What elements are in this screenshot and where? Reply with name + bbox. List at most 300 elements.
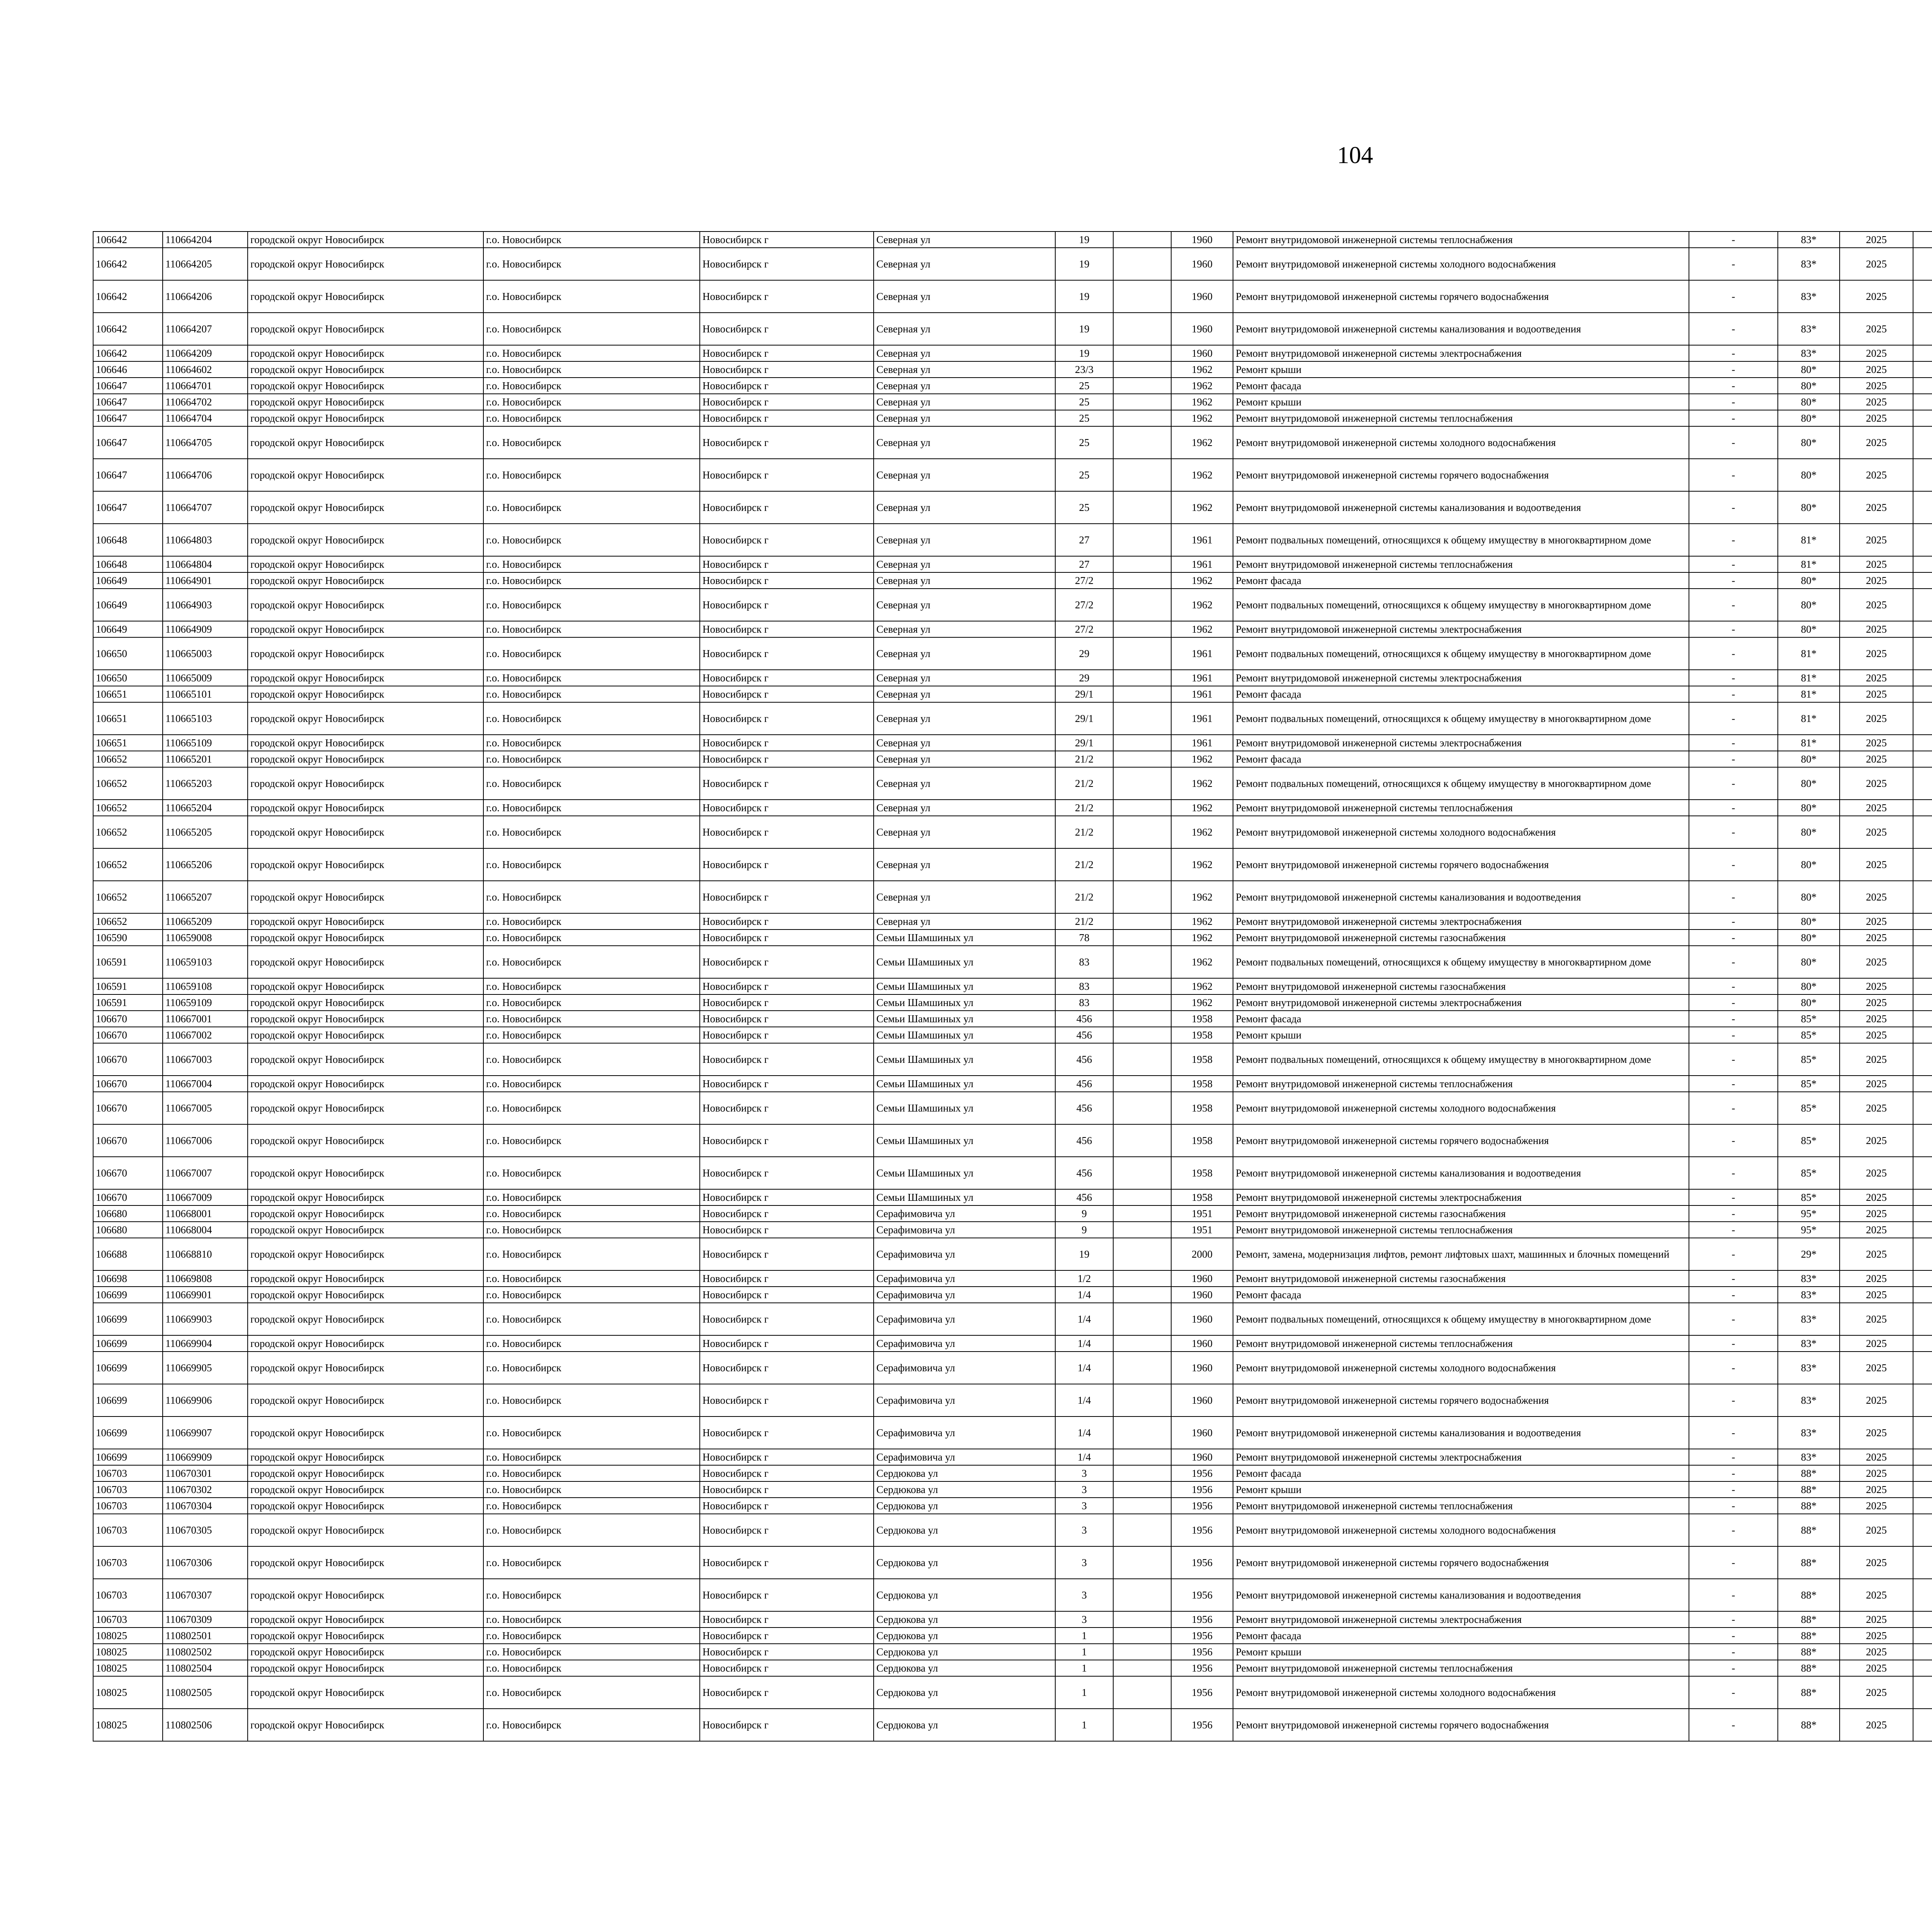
house-number-cell: 25 (1055, 378, 1113, 394)
street-cell: Семьи Шамшиных ул (874, 1189, 1055, 1205)
wear-percent-cell: 80* (1778, 361, 1840, 378)
dash-cell: - (1689, 1303, 1778, 1335)
dash-cell: - (1689, 800, 1778, 816)
plan-year-start-cell: 2025 (1840, 1498, 1913, 1514)
work-type-cell: Ремонт внутридомовой инженерной системы холодного водоснабжения (1233, 816, 1689, 848)
dash-cell: - (1689, 1481, 1778, 1498)
municipal-district-cell: городской округ Новосибирск (248, 800, 483, 816)
street-cell: Северная ул (874, 524, 1055, 556)
dash-cell: - (1689, 881, 1778, 913)
house-number-cell: 456 (1055, 1189, 1113, 1205)
plan-year-start-cell: 2025 (1840, 232, 1913, 248)
dash-cell: - (1689, 1238, 1778, 1270)
build-year-cell: 1958 (1171, 1011, 1233, 1027)
work-code-cell: 110670304 (163, 1498, 248, 1514)
work-type-cell: Ремонт подвальных помещений, относящихся к общему имуществу в многоквартирном доме (1233, 767, 1689, 800)
work-code-cell: 110669907 (163, 1416, 248, 1449)
municipal-district-cell: городской округ Новосибирск (248, 378, 483, 394)
locality-cell: Новосибирск г (700, 232, 874, 248)
table-row (93, 1205, 1932, 1222)
street-cell: Семьи Шамшиных ул (874, 1092, 1055, 1124)
house-id-cell: 106647 (93, 491, 163, 524)
work-code-cell: 110802504 (163, 1660, 248, 1676)
house-number-cell: 19 (1055, 232, 1113, 248)
plan-year-start-cell: 2025 (1840, 1546, 1913, 1579)
work-code-cell: 110664901 (163, 572, 248, 589)
wear-percent-cell: 80* (1778, 621, 1840, 637)
table-row (93, 345, 1932, 361)
municipal-district-cell: городской округ Новосибирск (248, 1076, 483, 1092)
locality-cell: Новосибирск г (700, 621, 874, 637)
house-id-cell: 106652 (93, 913, 163, 930)
work-type-cell: Ремонт внутридомовой инженерной системы газоснабжения (1233, 978, 1689, 994)
house-number-cell: 1 (1055, 1660, 1113, 1676)
locality-cell: Новосибирск г (700, 1481, 874, 1498)
locality-cell: Новосибирск г (700, 800, 874, 816)
locality-cell: Новосибирск г (700, 686, 874, 702)
table-row (93, 1124, 1932, 1157)
work-code-cell: 110670305 (163, 1514, 248, 1546)
empty-cell (1113, 378, 1171, 394)
wear-percent-cell: 80* (1778, 881, 1840, 913)
locality-cell: Новосибирск г (700, 280, 874, 313)
work-code-cell: 110659008 (163, 930, 248, 946)
house-id-cell: 108025 (93, 1644, 163, 1660)
work-code-cell: 110670302 (163, 1481, 248, 1498)
plan-year-start-cell: 2025 (1840, 589, 1913, 621)
build-year-cell: 1961 (1171, 637, 1233, 670)
municipal-district-cell: городской округ Новосибирск (248, 459, 483, 491)
house-number-cell: 1/4 (1055, 1335, 1113, 1352)
wear-percent-cell: 88* (1778, 1546, 1840, 1579)
municipal-district-cell: городской округ Новосибирск (248, 751, 483, 767)
municipal-district-cell: городской округ Новосибирск (248, 491, 483, 524)
dash-cell: - (1689, 1270, 1778, 1287)
locality-cell: Новосибирск г (700, 1076, 874, 1092)
dash-cell: - (1689, 1092, 1778, 1124)
house-id-cell: 106647 (93, 426, 163, 459)
municipal-district-cell: городской округ Новосибирск (248, 1498, 483, 1514)
house-number-cell: 21/2 (1055, 751, 1113, 767)
house-number-cell: 1/4 (1055, 1384, 1113, 1416)
build-year-cell: 1961 (1171, 524, 1233, 556)
empty-cell (1113, 621, 1171, 637)
wear-percent-cell: 83* (1778, 1287, 1840, 1303)
house-id-cell: 106699 (93, 1416, 163, 1449)
street-cell: Северная ул (874, 735, 1055, 751)
table-row (93, 1352, 1932, 1384)
house-number-cell: 3 (1055, 1498, 1113, 1514)
build-year-cell: 1962 (1171, 848, 1233, 881)
table-row (93, 459, 1932, 491)
urban-okrug-cell: г.о. Новосибирск (483, 280, 700, 313)
work-code-cell: 110664903 (163, 589, 248, 621)
wear-percent-cell: 80* (1778, 410, 1840, 426)
house-number-cell: 456 (1055, 1092, 1113, 1124)
plan-year-end-cell (1913, 1579, 1932, 1611)
wear-percent-cell: 88* (1778, 1644, 1840, 1660)
empty-cell (1113, 394, 1171, 410)
urban-okrug-cell: г.о. Новосибирск (483, 994, 700, 1011)
work-code-cell: 110670309 (163, 1611, 248, 1628)
house-id-cell: 106652 (93, 816, 163, 848)
street-cell: Семьи Шамшиных ул (874, 1076, 1055, 1092)
wear-percent-cell: 81* (1778, 702, 1840, 735)
plan-year-start-cell: 2025 (1840, 881, 1913, 913)
work-type-cell: Ремонт внутридомовой инженерной системы холодного водоснабжения (1233, 1092, 1689, 1124)
table-row (93, 1498, 1932, 1514)
urban-okrug-cell: г.о. Новосибирск (483, 1270, 700, 1287)
street-cell: Северная ул (874, 767, 1055, 800)
wear-percent-cell: 88* (1778, 1514, 1840, 1546)
plan-year-end-cell (1913, 1628, 1932, 1644)
empty-cell (1113, 1238, 1171, 1270)
table-row (93, 1027, 1932, 1043)
table-row (93, 1303, 1932, 1335)
municipal-district-cell: городской округ Новосибирск (248, 621, 483, 637)
plan-year-end-cell (1913, 637, 1932, 670)
locality-cell: Новосибирск г (700, 1238, 874, 1270)
house-number-cell: 456 (1055, 1043, 1113, 1076)
street-cell: Серафимовича ул (874, 1287, 1055, 1303)
plan-year-end-cell (1913, 1498, 1932, 1514)
empty-cell (1113, 946, 1171, 978)
municipal-district-cell: городской округ Новосибирск (248, 1238, 483, 1270)
empty-cell (1113, 426, 1171, 459)
plan-year-end-cell (1913, 881, 1932, 913)
wear-percent-cell: 80* (1778, 930, 1840, 946)
house-id-cell: 106670 (93, 1076, 163, 1092)
dash-cell: - (1689, 1416, 1778, 1449)
empty-cell (1113, 800, 1171, 816)
locality-cell: Новосибирск г (700, 589, 874, 621)
urban-okrug-cell: г.о. Новосибирск (483, 1676, 700, 1709)
plan-year-start-cell: 2025 (1840, 426, 1913, 459)
locality-cell: Новосибирск г (700, 1124, 874, 1157)
municipal-district-cell: городской округ Новосибирск (248, 313, 483, 345)
urban-okrug-cell: г.о. Новосибирск (483, 1611, 700, 1628)
plan-year-start-cell: 2025 (1840, 313, 1913, 345)
table-row (93, 361, 1932, 378)
house-number-cell: 3 (1055, 1481, 1113, 1498)
empty-cell (1113, 1709, 1171, 1741)
build-year-cell: 1958 (1171, 1076, 1233, 1092)
plan-year-start-cell: 2025 (1840, 1076, 1913, 1092)
urban-okrug-cell: г.о. Новосибирск (483, 637, 700, 670)
locality-cell: Новосибирск г (700, 556, 874, 572)
house-number-cell: 25 (1055, 410, 1113, 426)
urban-okrug-cell: г.о. Новосибирск (483, 410, 700, 426)
table-row (93, 1287, 1932, 1303)
dash-cell: - (1689, 248, 1778, 280)
build-year-cell: 1962 (1171, 881, 1233, 913)
urban-okrug-cell: г.о. Новосибирск (483, 1076, 700, 1092)
municipal-district-cell: городской округ Новосибирск (248, 946, 483, 978)
work-code-cell: 110802502 (163, 1644, 248, 1660)
plan-year-end-cell (1913, 378, 1932, 394)
empty-cell (1113, 1011, 1171, 1027)
street-cell: Северная ул (874, 751, 1055, 767)
plan-year-end-cell (1913, 1011, 1932, 1027)
dash-cell: - (1689, 1011, 1778, 1027)
build-year-cell: 1961 (1171, 686, 1233, 702)
house-id-cell: 106670 (93, 1092, 163, 1124)
municipal-district-cell: городской округ Новосибирск (248, 410, 483, 426)
urban-okrug-cell: г.о. Новосибирск (483, 1011, 700, 1027)
street-cell: Серафимовича ул (874, 1222, 1055, 1238)
plan-year-end-cell (1913, 1157, 1932, 1189)
plan-year-start-cell: 2025 (1840, 1628, 1913, 1644)
municipal-district-cell: городской округ Новосибирск (248, 1579, 483, 1611)
work-code-cell: 110669901 (163, 1287, 248, 1303)
build-year-cell: 1960 (1171, 232, 1233, 248)
dash-cell: - (1689, 459, 1778, 491)
work-code-cell: 110670301 (163, 1465, 248, 1481)
locality-cell: Новосибирск г (700, 994, 874, 1011)
work-code-cell: 110665204 (163, 800, 248, 816)
dash-cell: - (1689, 394, 1778, 410)
house-id-cell: 106699 (93, 1335, 163, 1352)
work-code-cell: 110669909 (163, 1449, 248, 1465)
plan-year-start-cell: 2025 (1840, 735, 1913, 751)
plan-year-end-cell (1913, 1027, 1932, 1043)
plan-year-start-cell: 2025 (1840, 1660, 1913, 1676)
wear-percent-cell: 88* (1778, 1465, 1840, 1481)
plan-year-end-cell (1913, 816, 1932, 848)
house-id-cell: 106698 (93, 1270, 163, 1287)
plan-year-start-cell: 2025 (1840, 1205, 1913, 1222)
locality-cell: Новосибирск г (700, 313, 874, 345)
wear-percent-cell: 85* (1778, 1092, 1840, 1124)
work-code-cell: 110669904 (163, 1335, 248, 1352)
dash-cell: - (1689, 1644, 1778, 1660)
build-year-cell: 1962 (1171, 816, 1233, 848)
house-id-cell: 108025 (93, 1660, 163, 1676)
empty-cell (1113, 1644, 1171, 1660)
municipal-district-cell: городской округ Новосибирск (248, 1205, 483, 1222)
wear-percent-cell: 83* (1778, 280, 1840, 313)
house-number-cell: 456 (1055, 1124, 1113, 1157)
plan-year-end-cell (1913, 946, 1932, 978)
municipal-district-cell: городской округ Новосибирск (248, 1157, 483, 1189)
table-row (93, 702, 1932, 735)
street-cell: Семьи Шамшиных ул (874, 1027, 1055, 1043)
house-id-cell: 106670 (93, 1011, 163, 1027)
work-type-cell: Ремонт внутридомовой инженерной системы канализования и водоотведения (1233, 313, 1689, 345)
plan-year-end-cell (1913, 767, 1932, 800)
plan-year-start-cell: 2025 (1840, 556, 1913, 572)
work-code-cell: 110659108 (163, 978, 248, 994)
plan-year-end-cell (1913, 1449, 1932, 1465)
plan-year-start-cell: 2025 (1840, 1335, 1913, 1352)
urban-okrug-cell: г.о. Новосибирск (483, 426, 700, 459)
plan-year-end-cell (1913, 1384, 1932, 1416)
locality-cell: Новосибирск г (700, 1011, 874, 1027)
urban-okrug-cell: г.о. Новосибирск (483, 751, 700, 767)
plan-year-end-cell (1913, 1676, 1932, 1709)
house-number-cell: 21/2 (1055, 800, 1113, 816)
house-number-cell: 21/2 (1055, 881, 1113, 913)
work-type-cell: Ремонт внутридомовой инженерной системы электроснабжения (1233, 621, 1689, 637)
empty-cell (1113, 702, 1171, 735)
build-year-cell: 1960 (1171, 1303, 1233, 1335)
work-code-cell: 110664705 (163, 426, 248, 459)
dash-cell: - (1689, 1043, 1778, 1076)
house-number-cell: 456 (1055, 1011, 1113, 1027)
street-cell: Северная ул (874, 280, 1055, 313)
work-code-cell: 110669903 (163, 1303, 248, 1335)
municipal-district-cell: городской округ Новосибирск (248, 1027, 483, 1043)
urban-okrug-cell: г.о. Новосибирск (483, 800, 700, 816)
work-type-cell: Ремонт внутридомовой инженерной системы газоснабжения (1233, 1205, 1689, 1222)
house-id-cell: 106703 (93, 1481, 163, 1498)
work-type-cell: Ремонт внутридомовой инженерной системы горячего водоснабжения (1233, 1384, 1689, 1416)
work-type-cell: Ремонт внутридомовой инженерной системы горячего водоснабжения (1233, 848, 1689, 881)
table-row (93, 1611, 1932, 1628)
plan-year-start-cell: 2025 (1840, 1514, 1913, 1546)
work-code-cell: 110664702 (163, 394, 248, 410)
wear-percent-cell: 88* (1778, 1611, 1840, 1628)
dash-cell: - (1689, 702, 1778, 735)
table-row (93, 1384, 1932, 1416)
wear-percent-cell: 83* (1778, 248, 1840, 280)
plan-year-start-cell: 2025 (1840, 1043, 1913, 1076)
table-row (93, 994, 1932, 1011)
dash-cell: - (1689, 930, 1778, 946)
wear-percent-cell: 88* (1778, 1676, 1840, 1709)
table-row (93, 1076, 1932, 1092)
table-row (93, 670, 1932, 686)
urban-okrug-cell: г.о. Новосибирск (483, 1628, 700, 1644)
urban-okrug-cell: г.о. Новосибирск (483, 232, 700, 248)
house-id-cell: 106699 (93, 1303, 163, 1335)
municipal-district-cell: городской округ Новосибирск (248, 345, 483, 361)
build-year-cell: 1961 (1171, 735, 1233, 751)
municipal-district-cell: городской округ Новосибирск (248, 930, 483, 946)
wear-percent-cell: 80* (1778, 459, 1840, 491)
municipal-district-cell: городской округ Новосибирск (248, 589, 483, 621)
municipal-district-cell: городской округ Новосибирск (248, 1270, 483, 1287)
wear-percent-cell: 80* (1778, 848, 1840, 881)
work-type-cell: Ремонт фасада (1233, 686, 1689, 702)
build-year-cell: 1956 (1171, 1546, 1233, 1579)
street-cell: Сердюкова ул (874, 1481, 1055, 1498)
street-cell: Северная ул (874, 572, 1055, 589)
table-row (93, 313, 1932, 345)
municipal-district-cell: городской округ Новосибирск (248, 1514, 483, 1546)
empty-cell (1113, 978, 1171, 994)
municipal-district-cell: городской округ Новосибирск (248, 881, 483, 913)
empty-cell (1113, 280, 1171, 313)
plan-year-start-cell: 2025 (1840, 1092, 1913, 1124)
street-cell: Северная ул (874, 637, 1055, 670)
work-code-cell: 110664704 (163, 410, 248, 426)
build-year-cell: 1962 (1171, 491, 1233, 524)
work-type-cell: Ремонт внутридомовой инженерной системы холодного водоснабжения (1233, 1352, 1689, 1384)
plan-year-start-cell: 2025 (1840, 1481, 1913, 1498)
build-year-cell: 1958 (1171, 1092, 1233, 1124)
wear-percent-cell: 83* (1778, 1384, 1840, 1416)
house-id-cell: 106648 (93, 556, 163, 572)
locality-cell: Новосибирск г (700, 1660, 874, 1676)
locality-cell: Новосибирск г (700, 670, 874, 686)
work-type-cell: Ремонт внутридомовой инженерной системы канализования и водоотведения (1233, 1579, 1689, 1611)
empty-cell (1113, 589, 1171, 621)
house-number-cell: 3 (1055, 1611, 1113, 1628)
wear-percent-cell: 88* (1778, 1628, 1840, 1644)
build-year-cell: 1962 (1171, 459, 1233, 491)
urban-okrug-cell: г.о. Новосибирск (483, 930, 700, 946)
work-code-cell: 110668810 (163, 1238, 248, 1270)
empty-cell (1113, 556, 1171, 572)
work-type-cell: Ремонт внутридомовой инженерной системы электроснабжения (1233, 1611, 1689, 1628)
plan-year-end-cell (1913, 1335, 1932, 1352)
locality-cell: Новосибирск г (700, 946, 874, 978)
plan-year-start-cell: 2025 (1840, 1157, 1913, 1189)
locality-cell: Новосибирск г (700, 1092, 874, 1124)
house-number-cell: 456 (1055, 1027, 1113, 1043)
table-row (93, 913, 1932, 930)
dash-cell: - (1689, 1222, 1778, 1238)
municipal-district-cell: городской округ Новосибирск (248, 1465, 483, 1481)
build-year-cell: 1951 (1171, 1205, 1233, 1222)
street-cell: Сердюкова ул (874, 1660, 1055, 1676)
house-id-cell: 106703 (93, 1465, 163, 1481)
house-id-cell: 106650 (93, 637, 163, 670)
street-cell: Семьи Шамшиных ул (874, 1157, 1055, 1189)
house-number-cell: 9 (1055, 1205, 1113, 1222)
wear-percent-cell: 83* (1778, 1352, 1840, 1384)
plan-year-start-cell: 2025 (1840, 946, 1913, 978)
street-cell: Серафимовича ул (874, 1352, 1055, 1384)
wear-percent-cell: 85* (1778, 1076, 1840, 1092)
house-number-cell: 29 (1055, 670, 1113, 686)
street-cell: Семьи Шамшиных ул (874, 946, 1055, 978)
wear-percent-cell: 80* (1778, 572, 1840, 589)
house-id-cell: 106591 (93, 978, 163, 994)
work-code-cell: 110802501 (163, 1628, 248, 1644)
dash-cell: - (1689, 1157, 1778, 1189)
municipal-district-cell: городской округ Новосибирск (248, 1092, 483, 1124)
locality-cell: Новосибирск г (700, 572, 874, 589)
locality-cell: Новосибирск г (700, 1157, 874, 1189)
build-year-cell: 1956 (1171, 1676, 1233, 1709)
street-cell: Семьи Шамшиных ул (874, 1043, 1055, 1076)
work-type-cell: Ремонт внутридомовой инженерной системы электроснабжения (1233, 735, 1689, 751)
wear-percent-cell: 83* (1778, 1416, 1840, 1449)
urban-okrug-cell: г.о. Новосибирск (483, 702, 700, 735)
house-id-cell: 106647 (93, 459, 163, 491)
work-type-cell: Ремонт фасада (1233, 1465, 1689, 1481)
locality-cell: Новосибирск г (700, 1611, 874, 1628)
plan-year-start-cell: 2025 (1840, 394, 1913, 410)
table-row (93, 394, 1932, 410)
house-number-cell: 9 (1055, 1222, 1113, 1238)
dash-cell: - (1689, 556, 1778, 572)
wear-percent-cell: 83* (1778, 1449, 1840, 1465)
work-code-cell: 110669808 (163, 1270, 248, 1287)
municipal-district-cell: городской округ Новосибирск (248, 1481, 483, 1498)
build-year-cell: 1960 (1171, 313, 1233, 345)
street-cell: Серафимовича ул (874, 1449, 1055, 1465)
plan-year-start-cell: 2025 (1840, 621, 1913, 637)
street-cell: Сердюкова ул (874, 1676, 1055, 1709)
plan-year-end-cell (1913, 800, 1932, 816)
house-number-cell: 1 (1055, 1676, 1113, 1709)
house-id-cell: 106703 (93, 1579, 163, 1611)
table-row (93, 735, 1932, 751)
house-number-cell: 19 (1055, 345, 1113, 361)
